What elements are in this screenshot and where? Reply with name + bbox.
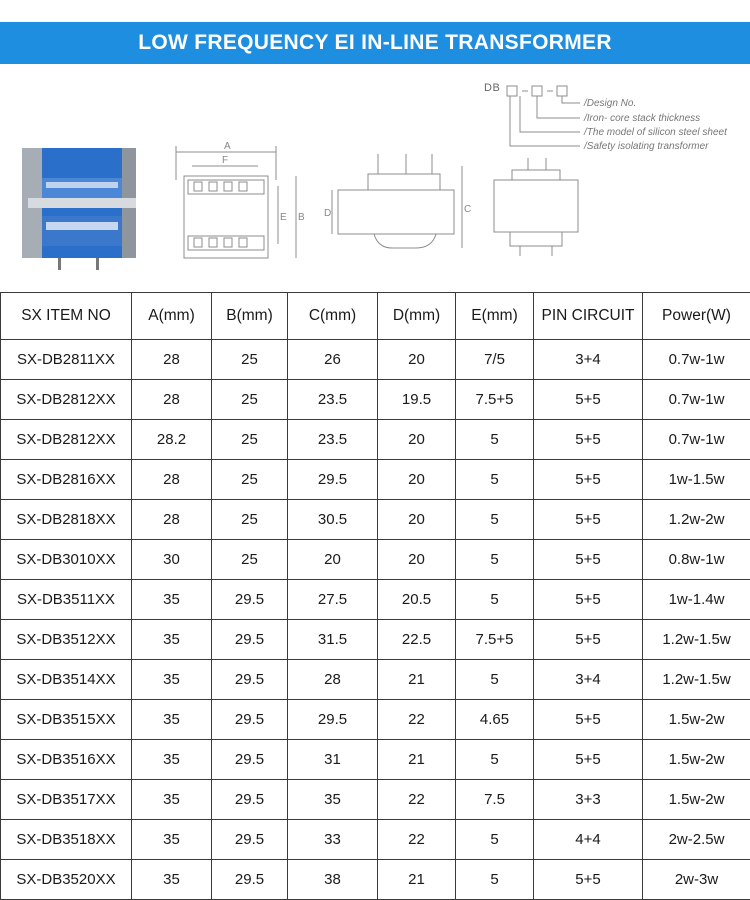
- cell-c-mm: 28: [288, 660, 378, 700]
- cell-d-mm: 22.5: [378, 620, 456, 660]
- spec-table: [0, 292, 750, 900]
- column-header-c-mm: C(mm): [288, 293, 378, 340]
- legend-silicon-steel-model: /The model of silicon steel sheet: [584, 127, 727, 138]
- table-row: [1, 500, 750, 540]
- cell-b-mm: 25: [212, 460, 288, 500]
- cell-e-mm: 7/5: [456, 340, 534, 380]
- cell-item-no: SX-DB3512XX: [1, 620, 132, 660]
- cell-e-mm: 5: [456, 860, 534, 900]
- page-title-banner: [0, 22, 750, 64]
- cell-e-mm: 7.5: [456, 780, 534, 820]
- cell-item-no: SX-DB2816XX: [1, 460, 132, 500]
- core-band: [28, 198, 136, 208]
- dim-label-d: D: [324, 208, 331, 219]
- cell-d-mm: 21: [378, 740, 456, 780]
- dim-label-c: C: [464, 204, 471, 215]
- cell-item-no: SX-DB2811XX: [1, 340, 132, 380]
- cell-d-mm: 19.5: [378, 380, 456, 420]
- dim-label-b: B: [298, 212, 305, 223]
- cell-e-mm: 7.5+5: [456, 620, 534, 660]
- cell-pin-circuit: 5+5: [534, 860, 643, 900]
- cell-a-mm: 35: [132, 620, 212, 660]
- cell-c-mm: 31.5: [288, 620, 378, 660]
- cell-b-mm: 25: [212, 380, 288, 420]
- cell-pin-circuit: 5+5: [534, 420, 643, 460]
- top-view-drawing: [176, 146, 296, 258]
- cell-pin-circuit: 5+5: [534, 380, 643, 420]
- product-figure: [0, 70, 750, 292]
- column-header-a-mm: A(mm): [132, 293, 212, 340]
- cell-b-mm: 29.5: [212, 780, 288, 820]
- cell-power-w: 0.7w-1w: [643, 420, 750, 460]
- cell-b-mm: 25: [212, 540, 288, 580]
- column-header-pin-circuit: PIN CIRCUIT: [534, 293, 643, 340]
- cell-item-no: SX-DB2812XX: [1, 420, 132, 460]
- cell-pin-circuit: 5+5: [534, 500, 643, 540]
- cell-power-w: 1w-1.4w: [643, 580, 750, 620]
- cell-d-mm: 21: [378, 860, 456, 900]
- cell-b-mm: 25: [212, 340, 288, 380]
- table-header-row: [1, 293, 750, 340]
- cell-c-mm: 35: [288, 780, 378, 820]
- cell-a-mm: 30: [132, 540, 212, 580]
- cell-a-mm: 28.2: [132, 420, 212, 460]
- cell-pin-circuit: 3+4: [534, 340, 643, 380]
- cell-item-no: SX-DB3516XX: [1, 740, 132, 780]
- cell-c-mm: 29.5: [288, 700, 378, 740]
- model-code-prefix: DB: [484, 82, 500, 94]
- cell-power-w: 1w-1.5w: [643, 460, 750, 500]
- cell-power-w: 1.2w-1.5w: [643, 660, 750, 700]
- cell-e-mm: 5: [456, 740, 534, 780]
- cell-c-mm: 26: [288, 340, 378, 380]
- column-header-b-mm: B(mm): [212, 293, 288, 340]
- cell-item-no: SX-DB3511XX: [1, 580, 132, 620]
- dim-label-a: A: [224, 141, 231, 152]
- cell-d-mm: 22: [378, 780, 456, 820]
- cell-b-mm: 29.5: [212, 620, 288, 660]
- column-header-power-w: Power(W): [643, 293, 750, 340]
- cell-e-mm: 5: [456, 460, 534, 500]
- table-row: [1, 740, 750, 780]
- cell-a-mm: 28: [132, 460, 212, 500]
- cell-d-mm: 20: [378, 460, 456, 500]
- column-header-item-no: SX ITEM NO: [1, 293, 132, 340]
- cell-power-w: 1.5w-2w: [643, 700, 750, 740]
- cell-pin-circuit: 5+5: [534, 700, 643, 740]
- table-row: [1, 380, 750, 420]
- page-title: LOW FREQUENCY EI IN-LINE TRANSFORMER: [138, 31, 612, 55]
- cell-item-no: SX-DB3520XX: [1, 860, 132, 900]
- cell-b-mm: 29.5: [212, 700, 288, 740]
- cell-item-no: SX-DB3518XX: [1, 820, 132, 860]
- model-code-legend: [484, 78, 750, 158]
- column-header-e-mm: E(mm): [456, 293, 534, 340]
- cell-pin-circuit: 5+5: [534, 460, 643, 500]
- table-row: [1, 580, 750, 620]
- winding-highlight: [46, 182, 118, 188]
- table-row: [1, 420, 750, 460]
- cell-b-mm: 29.5: [212, 820, 288, 860]
- cell-power-w: 1.5w-2w: [643, 780, 750, 820]
- cell-power-w: 2w-2.5w: [643, 820, 750, 860]
- legend-design-no: /Design No.: [584, 98, 636, 109]
- cell-c-mm: 30.5: [288, 500, 378, 540]
- cell-pin-circuit: 5+5: [534, 540, 643, 580]
- cell-e-mm: 5: [456, 500, 534, 540]
- legend-safety-isolating: /Safety isolating transformer: [584, 141, 709, 152]
- cell-e-mm: 7.5+5: [456, 380, 534, 420]
- winding-bottom: [42, 216, 122, 246]
- cell-power-w: 0.7w-1w: [643, 340, 750, 380]
- cell-e-mm: 5: [456, 420, 534, 460]
- cell-e-mm: 4.65: [456, 700, 534, 740]
- cell-pin-circuit: 5+5: [534, 580, 643, 620]
- cell-a-mm: 28: [132, 340, 212, 380]
- cell-e-mm: 5: [456, 580, 534, 620]
- side-view-drawing: [332, 154, 462, 248]
- column-header-d-mm: D(mm): [378, 293, 456, 340]
- cell-a-mm: 35: [132, 780, 212, 820]
- cell-pin-circuit: 5+5: [534, 620, 643, 660]
- cell-d-mm: 22: [378, 820, 456, 860]
- cell-c-mm: 38: [288, 860, 378, 900]
- cell-e-mm: 5: [456, 820, 534, 860]
- cell-c-mm: 33: [288, 820, 378, 860]
- table-row: [1, 540, 750, 580]
- table-body: [1, 340, 750, 900]
- pin: [96, 258, 99, 270]
- cell-d-mm: 22: [378, 700, 456, 740]
- end-view-drawing: [494, 158, 578, 256]
- cell-e-mm: 5: [456, 660, 534, 700]
- table-row: [1, 860, 750, 900]
- cell-d-mm: 20: [378, 500, 456, 540]
- cell-power-w: 1.2w-1.5w: [643, 620, 750, 660]
- table-row: [1, 820, 750, 860]
- cell-b-mm: 25: [212, 420, 288, 460]
- cell-c-mm: 31: [288, 740, 378, 780]
- cell-d-mm: 20.5: [378, 580, 456, 620]
- cell-pin-circuit: 4+4: [534, 820, 643, 860]
- dim-label-e: E: [280, 212, 287, 223]
- cell-item-no: SX-DB3515XX: [1, 700, 132, 740]
- cell-item-no: SX-DB2818XX: [1, 500, 132, 540]
- cell-c-mm: 27.5: [288, 580, 378, 620]
- cell-item-no: SX-DB3517XX: [1, 780, 132, 820]
- cell-d-mm: 20: [378, 340, 456, 380]
- table-row: [1, 460, 750, 500]
- cell-d-mm: 21: [378, 660, 456, 700]
- cell-power-w: 2w-3w: [643, 860, 750, 900]
- table-row: [1, 620, 750, 660]
- cell-power-w: 1.2w-2w: [643, 500, 750, 540]
- cell-item-no: SX-DB3010XX: [1, 540, 132, 580]
- cell-a-mm: 28: [132, 380, 212, 420]
- cell-item-no: SX-DB2812XX: [1, 380, 132, 420]
- cell-b-mm: 29.5: [212, 660, 288, 700]
- cell-b-mm: 29.5: [212, 740, 288, 780]
- cell-power-w: 0.8w-1w: [643, 540, 750, 580]
- cell-d-mm: 20: [378, 540, 456, 580]
- cell-c-mm: 29.5: [288, 460, 378, 500]
- cell-power-w: 1.5w-2w: [643, 740, 750, 780]
- cell-c-mm: 23.5: [288, 380, 378, 420]
- cell-pin-circuit: 3+3: [534, 780, 643, 820]
- cell-b-mm: 29.5: [212, 580, 288, 620]
- cell-pin-circuit: 5+5: [534, 740, 643, 780]
- pin: [58, 258, 61, 270]
- cell-a-mm: 35: [132, 660, 212, 700]
- winding-highlight-2: [46, 222, 118, 230]
- cell-a-mm: 35: [132, 740, 212, 780]
- cell-d-mm: 20: [378, 420, 456, 460]
- transformer-photo: [22, 148, 136, 270]
- cell-a-mm: 35: [132, 820, 212, 860]
- cell-pin-circuit: 3+4: [534, 660, 643, 700]
- legend-core-stack-thickness: /Iron- core stack thickness: [584, 113, 700, 124]
- cell-c-mm: 23.5: [288, 420, 378, 460]
- cell-a-mm: 28: [132, 500, 212, 540]
- cell-b-mm: 25: [212, 500, 288, 540]
- dim-label-f: F: [222, 155, 228, 166]
- table-row: [1, 340, 750, 380]
- cell-a-mm: 35: [132, 700, 212, 740]
- cell-b-mm: 29.5: [212, 860, 288, 900]
- table-row: [1, 780, 750, 820]
- cell-e-mm: 5: [456, 540, 534, 580]
- table-row: [1, 700, 750, 740]
- cell-a-mm: 35: [132, 860, 212, 900]
- cell-c-mm: 20: [288, 540, 378, 580]
- table-row: [1, 660, 750, 700]
- cell-power-w: 0.7w-1w: [643, 380, 750, 420]
- cell-a-mm: 35: [132, 580, 212, 620]
- cell-item-no: SX-DB3514XX: [1, 660, 132, 700]
